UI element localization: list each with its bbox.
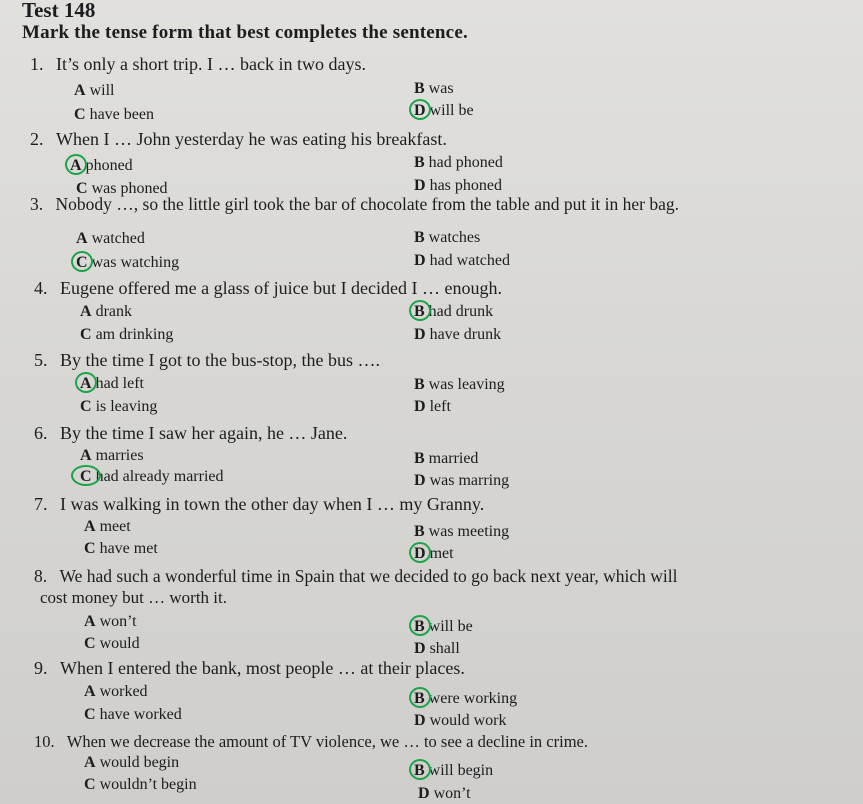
- answer-circle-option-letter: A: [80, 375, 92, 392]
- option-text: was phoned: [91, 180, 168, 197]
- option-d[interactable]: [414, 545, 454, 563]
- question-number: 8.: [34, 566, 52, 586]
- option-letter: C: [84, 706, 96, 723]
- option-c[interactable]: [80, 326, 173, 344]
- answer-circle-option-letter: B: [414, 762, 425, 779]
- option-letter: D: [414, 472, 426, 489]
- option-b[interactable]: [414, 618, 473, 636]
- option-text: phoned: [85, 157, 133, 174]
- answer-circle-option-letter: A: [70, 157, 82, 174]
- option-letter: D: [414, 252, 426, 269]
- question-text: When I entered the bank, most people … at their places.: [60, 658, 465, 678]
- option-letter: D: [414, 326, 426, 343]
- option-text: was marring: [429, 472, 510, 489]
- option-d[interactable]: [414, 177, 502, 195]
- option-letter: C: [76, 180, 88, 197]
- option-letter: D: [414, 398, 426, 415]
- option-text: left: [429, 398, 451, 415]
- option-c[interactable]: [84, 635, 140, 653]
- option-c[interactable]: [76, 254, 179, 272]
- option-letter: C: [84, 776, 96, 793]
- option-letter: C: [74, 106, 86, 123]
- option-letter: C: [80, 326, 92, 343]
- question-1: [30, 54, 366, 74]
- question-text: I was walking in town the other day when I … my Granny.: [60, 494, 485, 514]
- option-text: have met: [99, 540, 158, 557]
- question-text: Eugene offered me a glass of juice but I decided I … enough.: [60, 278, 503, 298]
- option-letter: A: [74, 82, 86, 99]
- answer-circle-option-letter: B: [414, 303, 425, 320]
- option-c[interactable]: [84, 540, 158, 558]
- option-text: won’t: [433, 785, 471, 802]
- option-a[interactable]: [70, 157, 133, 175]
- question-number: 3.: [30, 194, 48, 214]
- option-letter: C: [80, 398, 92, 415]
- option-text: has phoned: [429, 177, 502, 194]
- option-letter: B: [414, 450, 425, 467]
- question-text: By the time I got to the bus-stop, the bus ….: [60, 350, 380, 370]
- option-text: had watched: [429, 252, 510, 269]
- option-a[interactable]: [84, 754, 179, 772]
- answer-circle-option-letter: C: [80, 468, 92, 485]
- test-title: Test 148: [22, 0, 96, 22]
- answer-circle-option-letter: B: [414, 618, 425, 635]
- option-text: will: [89, 82, 115, 99]
- option-d[interactable]: [414, 712, 506, 730]
- option-letter: D: [414, 640, 426, 657]
- option-letter: C: [84, 635, 96, 652]
- question-5: [34, 350, 380, 370]
- option-letter: D: [418, 785, 430, 802]
- option-text: meet: [99, 518, 131, 535]
- option-letter: A: [84, 613, 96, 630]
- option-b[interactable]: [414, 762, 493, 780]
- instructions: Mark the tense form that best completes the sentence.: [22, 22, 468, 43]
- question-3: [30, 194, 679, 214]
- option-a[interactable]: [80, 375, 144, 393]
- option-a[interactable]: [84, 683, 148, 701]
- option-text: would work: [429, 712, 507, 729]
- option-text: have worked: [99, 706, 182, 723]
- option-text: have drunk: [429, 326, 502, 343]
- question-number: 1.: [30, 54, 48, 74]
- question-number: 9.: [34, 658, 52, 678]
- option-text: had drunk: [428, 303, 494, 320]
- option-b[interactable]: [414, 690, 517, 708]
- option-text: would: [99, 635, 140, 652]
- option-letter: D: [414, 177, 426, 194]
- option-text: watched: [91, 230, 145, 247]
- option-text: had already married: [95, 468, 224, 485]
- option-letter: A: [84, 518, 96, 535]
- option-letter: D: [414, 712, 426, 729]
- question-number: 5.: [34, 350, 52, 370]
- option-c[interactable]: [80, 398, 157, 416]
- option-c[interactable]: [74, 106, 154, 124]
- option-b[interactable]: [414, 80, 454, 98]
- option-c[interactable]: [84, 706, 182, 724]
- option-letter: A: [80, 303, 92, 320]
- option-b[interactable]: [414, 229, 480, 247]
- option-text: were working: [428, 690, 518, 707]
- option-letter: A: [76, 230, 88, 247]
- question-text: By the time I saw her again, he … Jane.: [60, 423, 348, 443]
- option-letter: A: [80, 447, 92, 464]
- option-b[interactable]: [414, 450, 478, 468]
- option-text: marries: [95, 447, 144, 464]
- option-text: drank: [95, 303, 132, 320]
- option-text: was meeting: [428, 523, 510, 540]
- question-text: When I … John yesterday he was eating his breakfast.: [56, 129, 447, 149]
- option-text: is leaving: [95, 398, 158, 415]
- question-text-continued: cost money but … worth it.: [40, 588, 227, 607]
- answer-circle-option-letter: B: [414, 690, 425, 707]
- option-d[interactable]: [414, 398, 451, 416]
- option-text: wouldn’t begin: [99, 776, 197, 793]
- option-letter: A: [84, 754, 96, 771]
- option-d[interactable]: [414, 472, 509, 490]
- question-number: 10.: [34, 732, 59, 751]
- option-text: was leaving: [428, 376, 505, 393]
- option-text: will be: [428, 618, 473, 635]
- option-letter: A: [84, 683, 96, 700]
- option-text: am drinking: [95, 326, 174, 343]
- option-text: would begin: [99, 754, 180, 771]
- option-text: will be: [429, 102, 474, 119]
- option-text: was: [428, 80, 454, 97]
- option-a[interactable]: [84, 613, 137, 631]
- question-8: [34, 566, 678, 586]
- option-letter: B: [414, 80, 425, 97]
- option-text: was watching: [91, 254, 180, 271]
- question-number: 2.: [30, 129, 48, 149]
- option-d[interactable]: [414, 252, 510, 270]
- answer-circle-option-letter: D: [414, 102, 426, 119]
- option-a[interactable]: [80, 447, 144, 465]
- option-text: will begin: [428, 762, 494, 779]
- question-4: [34, 278, 502, 298]
- question-6: [34, 423, 347, 443]
- question-text: We had such a wonderful time in Spain that we decided to go back next year, which will: [59, 566, 678, 586]
- option-c[interactable]: [80, 468, 224, 486]
- option-text: married: [428, 450, 479, 467]
- option-a[interactable]: [74, 82, 114, 100]
- option-b[interactable]: [414, 154, 503, 172]
- option-text: won’t: [99, 613, 137, 630]
- option-c[interactable]: [84, 776, 197, 794]
- option-text: have been: [89, 106, 154, 123]
- option-text: worked: [99, 683, 148, 700]
- question-2: [30, 129, 447, 149]
- question-7: [34, 494, 484, 514]
- question-text: Nobody …, so the little girl took the bar of chocolate from the table and put it in her bag.: [55, 194, 680, 214]
- option-letter: B: [414, 376, 425, 393]
- option-a[interactable]: [80, 303, 132, 321]
- option-d[interactable]: [414, 640, 460, 658]
- option-d[interactable]: [414, 326, 501, 344]
- question-9: [34, 658, 465, 678]
- question-text: It’s only a short trip. I … back in two days.: [56, 54, 366, 74]
- option-text: had left: [95, 375, 144, 392]
- option-b[interactable]: [414, 523, 509, 541]
- question-10: [34, 732, 588, 752]
- option-d[interactable]: [414, 102, 474, 120]
- option-b[interactable]: [414, 376, 505, 394]
- option-letter: B: [414, 523, 425, 540]
- option-letter: B: [414, 154, 425, 171]
- question-number: 6.: [34, 423, 52, 443]
- option-letter: B: [414, 229, 425, 246]
- answer-circle-option-letter: C: [76, 254, 88, 271]
- option-d[interactable]: [418, 785, 471, 803]
- option-b[interactable]: [414, 303, 493, 321]
- option-a[interactable]: [84, 518, 131, 536]
- question-text: When we decrease the amount of TV violence, we … to see a decline in crime.: [66, 732, 588, 751]
- question-number: 7.: [34, 494, 52, 514]
- option-text: shall: [429, 640, 460, 657]
- answer-circle-option-letter: D: [414, 545, 426, 562]
- option-text: watches: [428, 229, 481, 246]
- option-a[interactable]: [76, 230, 145, 248]
- option-text: met: [429, 545, 454, 562]
- option-text: had phoned: [428, 154, 503, 171]
- question-number: 4.: [34, 278, 52, 298]
- option-letter: C: [84, 540, 96, 557]
